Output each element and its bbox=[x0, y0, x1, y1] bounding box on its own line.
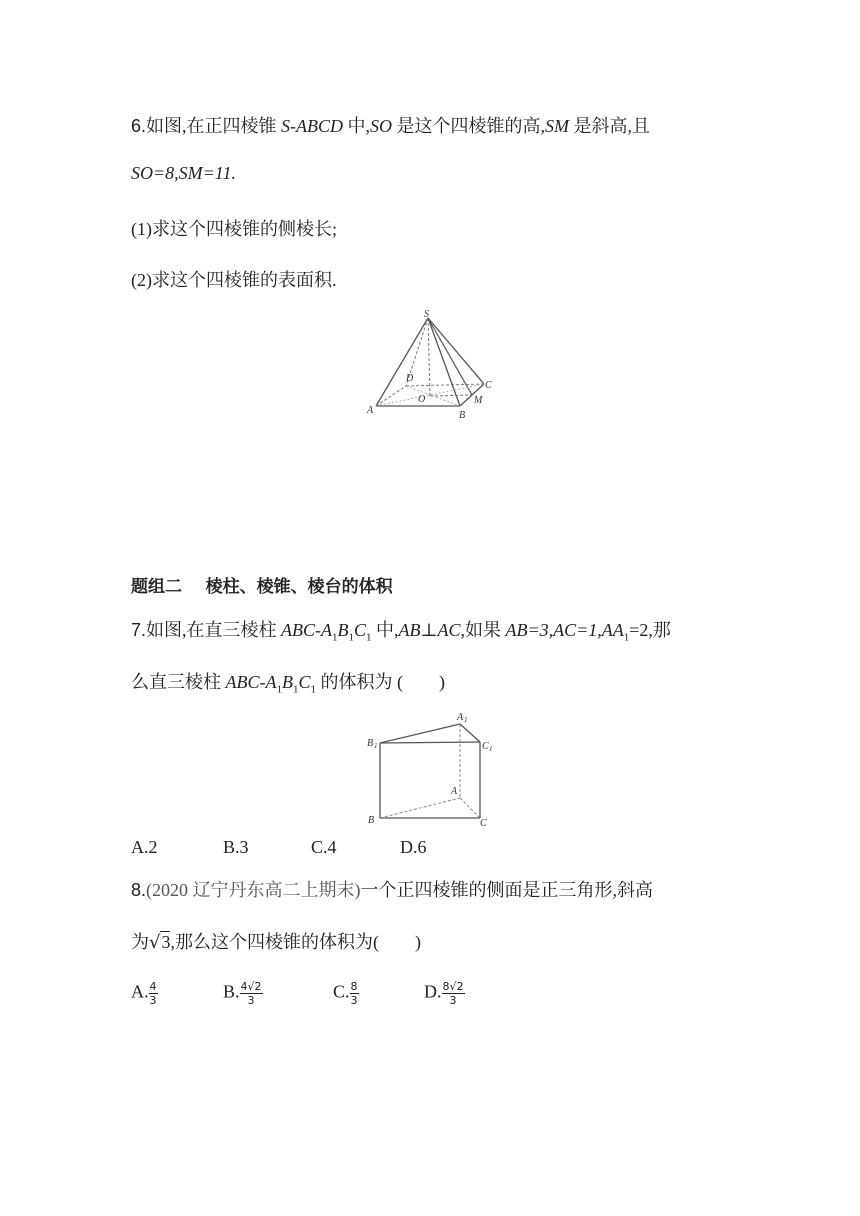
q8-source: (2020 辽宁丹东高二上期末) bbox=[146, 880, 361, 900]
q8-line2: 为√3,那么这个四棱锥的体积为( ) bbox=[131, 932, 421, 953]
q8-option-c[interactable]: C. $\frac{8}{3}$ bbox=[333, 980, 358, 1007]
q6-line1: 6.如图,在正四棱锥 S-ABCD 中,SO 是这个四棱锥的高,SM 是斜高,且 bbox=[131, 116, 651, 136]
q6-part2: (2)求这个四棱锥的表面积. bbox=[131, 270, 337, 290]
label-B: B bbox=[459, 410, 466, 421]
label-A: A bbox=[367, 405, 374, 416]
svg-text:1: 1 bbox=[374, 742, 378, 750]
q7-option-c[interactable]: C.4 bbox=[311, 837, 337, 857]
label-C1: C bbox=[482, 741, 489, 752]
section-title: 题组二 棱柱、棱锥、棱台的体积 bbox=[131, 577, 393, 597]
q6-number: 6. bbox=[131, 116, 147, 136]
label-B1: B bbox=[367, 738, 374, 749]
q8-option-b[interactable]: B. $\frac{4√2}{3}$ bbox=[223, 980, 262, 1007]
q6-part1: (1)求这个四棱锥的侧棱长; bbox=[131, 219, 337, 239]
q7-option-d[interactable]: D.6 bbox=[400, 837, 427, 857]
label-C: C bbox=[485, 380, 492, 391]
q7-options bbox=[131, 837, 427, 858]
prism-figure bbox=[362, 706, 498, 828]
label-A1: A bbox=[457, 712, 464, 723]
sqrt-symbol: √ bbox=[149, 932, 161, 953]
svg-text:1: 1 bbox=[489, 745, 493, 753]
q7-number: 7. bbox=[131, 620, 147, 640]
q7-option-a[interactable]: A.2 bbox=[131, 837, 158, 857]
q8-option-d[interactable]: D. $\frac{8√2}{3}$ bbox=[424, 980, 464, 1007]
q8-number: 8. bbox=[131, 880, 147, 900]
q8-line1: 8.(2020 辽宁丹东高二上期末)一个正四棱锥的侧面是正三角形,斜高 bbox=[131, 880, 654, 900]
label-O: O bbox=[418, 394, 426, 405]
svg-text:1: 1 bbox=[464, 716, 468, 724]
q8-options bbox=[131, 980, 465, 1007]
label-B: B bbox=[368, 815, 375, 826]
label-D: D bbox=[406, 373, 414, 384]
q7-line1: 7.如图,在直三棱柱 ABC-$A_1B_1C_1$ 中,AB⊥AC,如果 $AB=3,AC=1,AA_1=2$,那 bbox=[131, 620, 671, 644]
q7-option-b[interactable]: B.3 bbox=[223, 837, 249, 857]
label-A: A bbox=[451, 786, 458, 797]
label-M: M bbox=[474, 395, 483, 406]
label-C: C bbox=[480, 818, 487, 828]
label-S: S bbox=[424, 309, 429, 320]
pyramid-figure bbox=[364, 308, 500, 422]
q7-line2: 么直三棱柱 ABC-$A_1B_1C_1$ 的体积为 ( ) bbox=[131, 672, 446, 696]
q8-option-a[interactable]: A. $\frac{4}{3}$ bbox=[131, 980, 157, 1007]
q6-line2: SO=8,SM=11. bbox=[131, 163, 236, 183]
